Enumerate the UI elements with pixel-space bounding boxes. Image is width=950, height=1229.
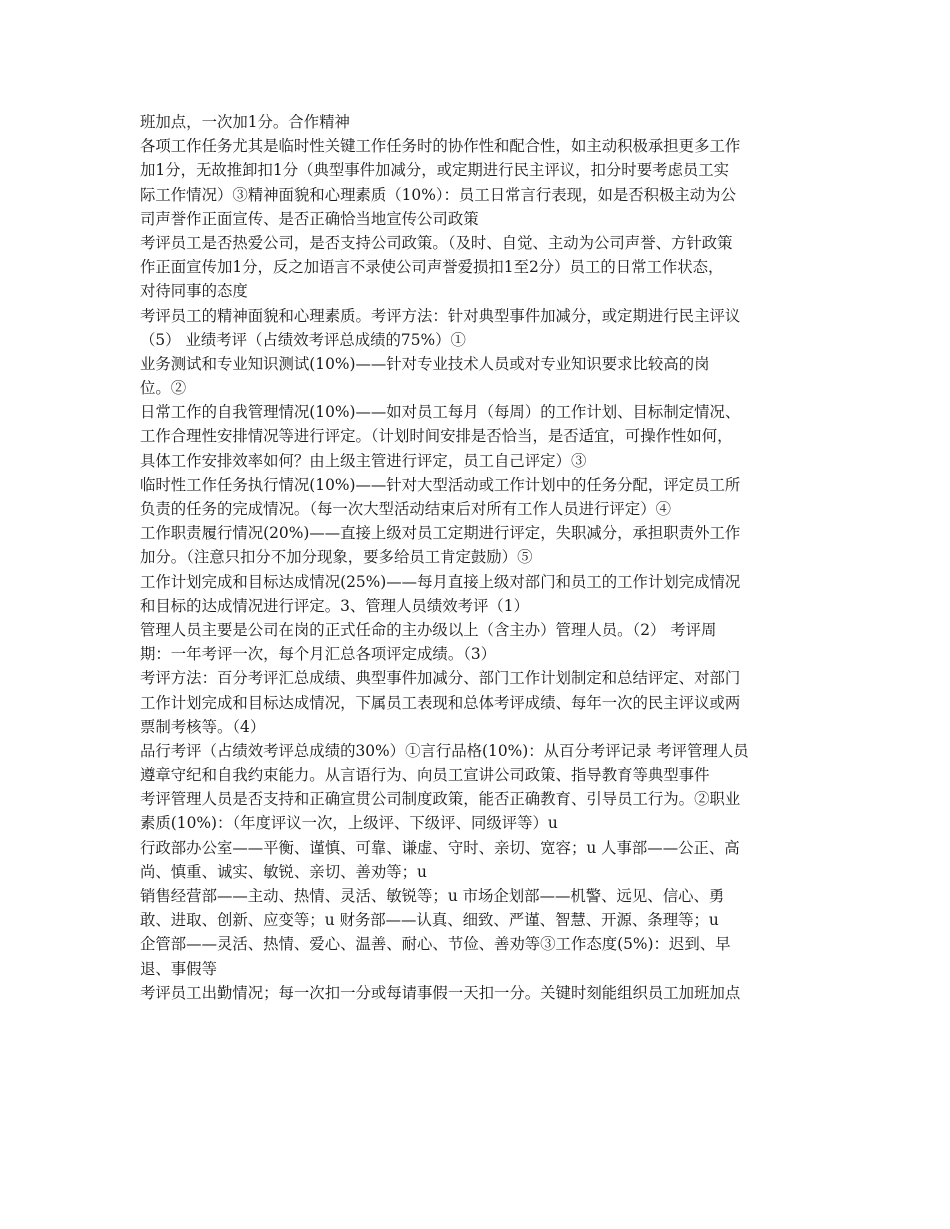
text-line: 考评员工是否热爱公司，是否支持公司政策。（及时、自觉、主动为公司声誉、方针政策 (140, 233, 733, 252)
text-line: 作正面宣传加1分，反之加语言不录使公司声誉爱损扣1至2分）员工的日常工作状态， (140, 258, 724, 277)
text-line: 日常工作的自我管理情况(10%)——如对员工每月（每周）的工作计划、目标制定情况、 (140, 403, 741, 422)
text-line: 票制考核等。（4） (140, 717, 266, 736)
text-line: 对待同事的态度 (140, 282, 248, 301)
text-line: 班加点，一次加1分。合作精神 (140, 113, 350, 131)
text-line: 工作职责履行情况(20%)——直接上级对员工定期进行评定，失职减分，承担职责外工作 (140, 524, 741, 543)
text-line: 工作计划完成和目标达成情况，下属员工表现和总体考评成绩、每年一次的民主评议或两 (140, 693, 741, 712)
text-line: 素质(10%)：（年度评议一次，上级评、下级评、同级评等）u (140, 814, 558, 833)
text-line: 企管部——灵活、热情、爱心、温善、耐心、节俭、善劝等③工作态度(5%)：迟到、早 (140, 935, 731, 954)
text-line: 考评员工的精神面貌和心理素质。考评方法：针对典型事件加减分，或定期进行民主评议 (140, 306, 741, 325)
text-line: 考评管理人员是否支持和正确宣贯公司制度政策，能否正确教育、引导员工行为。②职业 (140, 790, 741, 809)
text-line: 各项工作任务尤其是临时性关键工作任务时的协作性和配合性，如主动积极承担更多工作 (140, 137, 741, 156)
text-line: 品行考评（占绩效考评总成绩的30%）①言行品格(10%)：从百分考评记录 考评管理人员 (140, 741, 749, 760)
text-line: 敢、进取、创新、应变等；u 财务部——认真、细致、严谨、智慧、开源、条理等；u (140, 911, 719, 930)
text-line: （5） 业绩考评（占绩效考评总成绩的75%）① (140, 330, 466, 349)
text-line: 管理人员主要是公司在岗的正式任命的主办级以上（含主办）管理人员。（2） 考评周 (140, 620, 717, 639)
text-line: 考评员工出勤情况；每一次扣一分或每请事假一天扣一分。关键时刻能组织员工加班加点 (140, 983, 741, 1002)
text-line: 遵章守纪和自我约束能力。从言语行为、向员工宣讲公司政策、指导教育等典型事件 (140, 766, 710, 785)
text-line: 考评方法：百分考评汇总成绩、典型事件加减分、部门工作计划制定和总结评定、对部门 (140, 669, 741, 688)
text-line: 加分。（注意只扣分不加分现象，要多给员工肯定鼓励）⑤ (140, 548, 533, 567)
text-line: 位。② (140, 379, 187, 398)
text-line: 司声誉作正面宣传、是否正确恰当地宣传公司政策 (140, 209, 479, 228)
text-line: 际工作情况）③精神面貌和心理素质（10%）：员工日常言行表现，如是否积极主动为公 (140, 185, 736, 204)
text-line: 临时性工作任务执行情况(10%)——针对大型活动或工作计划中的任务分配，评定员工所 (140, 475, 741, 494)
text-line: 行政部办公室——平衡、谨慎、可靠、谦虚、守时、亲切、宽容；u 人事部——公正、高 (140, 838, 740, 857)
text-line: 业务测试和专业知识测试(10%)——针对专业技术人员或对专业知识要求比较高的岗 (140, 354, 710, 373)
text-line: 退、事假等 (140, 959, 217, 978)
text-line: 工作合理性安排情况等进行评定。（计划时间安排是否恰当，是否适宜，可操作性如何， (140, 427, 733, 446)
text-line: 和目标的达成情况进行评定。3、管理人员绩效考评（1） (140, 596, 529, 615)
text-line: 负责的任务的完成情况。（每一次大型活动结束后对所有工作人员进行评定）④ (140, 500, 671, 518)
text-line: 具体工作安排效率如何？由上级主管进行评定，员工自己评定）③ (140, 451, 587, 470)
text-line: 销售经营部——主动、热情、灵活、敏锐等；u 市场企划部——机警、远见、信心、勇 (140, 887, 725, 905)
text-line: 期：一年考评一次，每个月汇总各项评定成绩。（3） (140, 645, 497, 664)
document-page (140, 110, 812, 1005)
text-line: 尚、慎重、诚实、敏锐、亲切、善劝等；u (140, 862, 427, 881)
text-line: 工作计划完成和目标达成情况(25%)——每月直接上级对部门和员工的工作计划完成情况 (140, 572, 741, 591)
text-line: 加1分，无故推卸扣1分（典型事件加减分，或定期进行民主评议，扣分时要考虑员工实 (140, 161, 730, 180)
